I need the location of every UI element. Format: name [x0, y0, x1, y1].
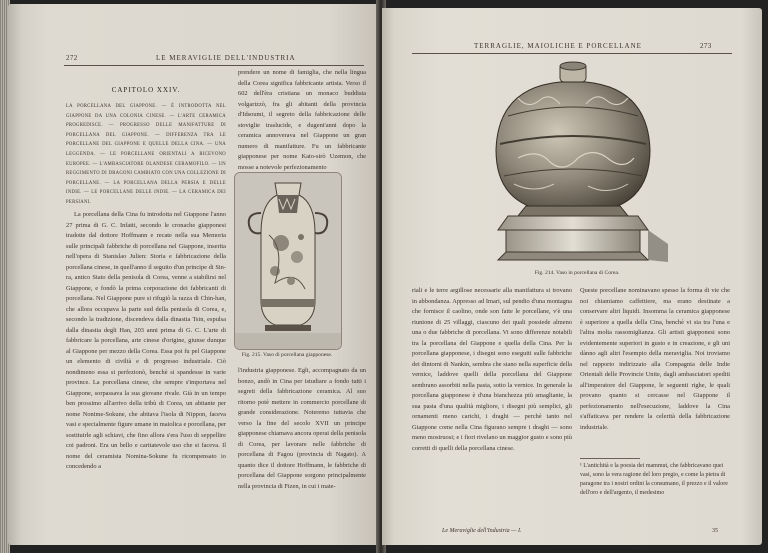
left-running-head: LE MERAVIGLIE DELL'INDUSTRIA [156, 54, 296, 62]
corean-vase-illustration [478, 58, 668, 268]
figure-corean-vase [478, 58, 668, 268]
right-running-head: TERRAGLIE, MAIOLICHE E PORCELLANE [474, 42, 642, 50]
figure-japanese-vase [234, 172, 342, 350]
signature-line: Le Meraviglie dell'Industria — I. [442, 528, 522, 534]
signature-number: 35 [712, 528, 718, 534]
left-page [8, 4, 380, 545]
right-header-rule [412, 53, 732, 54]
left-column-2-bottom: l'industria giapponese. Egli, accompagnato da un bonzo, andò in Cina per istudiare a fondo tutti i segreti della fabbricazione ceramica. Al suo ritorno potè mettere in commercio porcellane di grande considerazione. Noteremo tuttavia che verso la fine del secolo XVII un principe giapponese chiamava ancora operai della penisola di Corea, per lavorare nelle fabbriche di porcellana di Fagou (provincia di Nagato). A quanto dice il dottore Hoffmann, le fabbriche di porcellana del Giappone sorgono principalmente nella provincia di Fizen, in cui i mate- [238, 367, 366, 490]
right-column-1: riali e le terre argillose necessarie alla manifattura si trovano in abbondanza. Appresso ad Imari, sul pendio d'una montagna che fornisce il caolino, onde son fatte le porcellane, v'è una riunione di 25 villaggi, ciascuno dei quali possiede almeno una o due fabbriche di porcellana. Vi sono differenze notabili tra la porcellana del Giappone e quella della Cina. Per la porcellana giapponese, i disegni sono eseguiti sulle fabbriche dei dintorni di Nankin, sembra che siano nella superficie della vernice, laddove quelli della porcellana del Giappone sembrano assorbiti nella pasta, sotto la vernice. In generale la porcellana giapponese è d'una bianchezza più smagliante, la sua pasta d'una qualità migliore, i disegni più semplici, gli ornamenti meno carichi, i draghi — perchè tanto nel Giappone come nella Cina figurano sempre i draghi — sono meno mostruosi; e i fiori rivelano un maggior gusto e sono più corretti di quelli della porcellana cinese. [412, 287, 572, 452]
right-column-2: Queste porcellane nominavano spesso la forma di vie che noi chiamiamo caffettiere, ma erano destinate a conservare altri liquidi. Insomma la ceramica giapponese è superiore a quella della Cina, benchè vi sia tra l'una e l'altra molta rassomiglianza. Gli artisti giapponesi sono evidentemente superiori in gusto e in creazione, e gli uni dànno agli altri l'esempio della meraviglia. Noi troviamo nel rapporto indirizzato alla Compagnia delle Indie Orientali delle Provincie Unite, dagli ambasciatori spediti all'imperatore del Giappone, le seguenti righe, le quali provano quanto si cercasse nel Giappone il perfezionamento nell'esecuzione, laddove la Cina s'affaticava per rendere la celerità della fabbricazione industriale. [580, 287, 730, 431]
footnote: ¹ L'antichità e la poesia dei mammut, che fabbricavano quei vasi, sono la vera ragione del loro pregio, e come la pietra di paragone tra i nostri ordini la consumano, il prezzo e il valore dell'oro e dell'argento, il medesimo [580, 463, 728, 496]
footnote-rule [580, 458, 640, 459]
chapter-title: CAPITOLO XXIV. [111, 86, 181, 94]
chapter-summary: LA PORCELLANA DEL GIAPPONE. — È INTRODOTTA NEL GIAPPONE DA UNA COLONIA CINESE. — L'ARTE CERAMICA PROGREDISCE. — PROGRESSO DELLE MANIFATTURE DI PORCELLANA DEL GIAPPONE. — DIFFERENZA TRA LE PORCELLANE DEL GIAPPONE E QUELLE DELLA CINA. — UNA LEGGENDA. — LE PORCELLANE ORIENTALI A RICEVONO EUROPEE. — L'AMBASCIATORE OLANDESE CERAMOFILO. — UN REGGIMENTO DI DRAGONI CAMBIATO CON UNA COLLEZIONE DI PORCELLANE. — LA PORCELLANA DELLA PERSIA E DELLE INDIE. — LE PORCELLANE DELLE INDIE. — LA CERAMICA DEI PERSIANI. [66, 104, 226, 205]
japanese-vase-illustration [235, 173, 341, 349]
left-column-2-top: prendere un nome di famiglia, che nella lingua della Corea significa fabbricante artista. Verso il 602 dell'èra cristiana un monaco buddista volgarizzò, fra gli abitanti della provincia d'Idsoumi, il segreto della fabbricazione delle stoviglie traslucide, e dugent'anni dopo la ceramica annoverava nel Giappone un gran numero di manifatture. Fu un fabbricante giapponese per nome Kato-sirò Uzemon, che mosse a notevole perfezionamento [238, 69, 366, 171]
left-column-1: La porcellana della Cina fu introdotta nel Giappone l'anno 27 prima di G. C. Infatti, secondo le cronache giapponesi tradotte dal dottore Hoffmann e recate nella sua Memoria sulle principali fabbriche di porcellana nel Giappone, inserita nell'opera di Stanislao Julien: Storia e fabbricazione della porcellana cinese, in quell'anno il seguito d'un principe di Sin-ra, antico Stato della penisola di Corea, venne a stabilirsi nel Giappone, e fondò la prima corporazione dei fabbricanti di porcellana. Nel Giappone pure si rifugiò la razza di Chin-han, che allora occupava la parte sud della penisola di Corea, e, secondo la tradizione, discendeva dalla dinastia Tsin, espulsa dalla dinastia degli Han, 203 anni prima di G. C. L'arte di fabbricare la porcellana, arte cinese d'origine, giunse dunque al Giappone per mezzo della Corea. Essa poi fu pel Giappone un elemento di civiltà e di progresso industriale. Ciò nondimeno essa si perfezionò, benchè si spandesse in varie province. La porcellana cinese, che sempre s'importava nel Giappone, sorpassava la sua giovane rivale. Già in un tempo ben prossimo all'arrivo della tribù di Corea, un abitante per nome Nonime-Sokune, che abitava l'isola di Nippon, faceva vasi e specialmente figure umane in maiolica e porcellana, per sostituirle agli schiavi, che fino allora s'era l'uso di seppellire coi padroni. Era un bello e caritatevole uso che si faceva. Il nome del ceramista Nomina-Sokune fu ricompensato io concedendo a [66, 211, 226, 470]
figure-215-caption: Fig. 215. Vaso di porcellana giapponese. [241, 352, 333, 358]
right-page [382, 8, 762, 545]
left-header-rule [64, 65, 364, 66]
left-page-number: 272 [66, 54, 78, 62]
figure-214-caption: Fig. 214. Vaso in porcellana di Corea. [534, 270, 620, 276]
right-page-number: 273 [700, 42, 712, 50]
